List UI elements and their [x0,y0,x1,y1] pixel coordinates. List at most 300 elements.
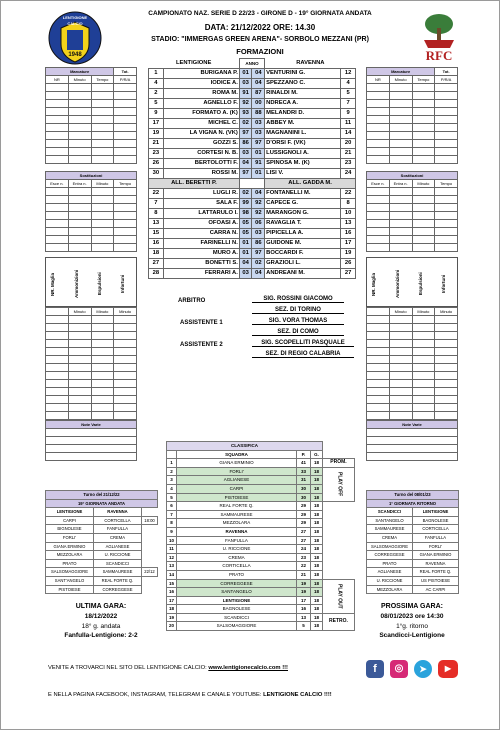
input-cell[interactable] [68,348,91,356]
input-cell[interactable] [367,132,390,140]
fixture-away: AC CARPI [413,585,459,594]
input-cell[interactable] [68,156,91,164]
input-cell[interactable] [68,364,91,372]
standings-pos: 4 [167,484,177,493]
input-cell[interactable] [367,340,390,348]
input-cell[interactable] [389,324,412,332]
input-cell[interactable] [389,204,412,212]
input-cell[interactable] [68,356,91,364]
input-cell[interactable] [389,348,412,356]
input-cell[interactable] [412,204,435,212]
input-cell[interactable] [46,332,69,340]
input-cell[interactable] [389,188,412,196]
note-line[interactable] [367,453,458,461]
input-cell[interactable] [412,332,435,340]
input-cell[interactable] [412,244,435,252]
input-cell[interactable] [46,188,69,196]
input-cell[interactable] [46,212,69,220]
input-cell[interactable] [91,204,114,212]
input-cell[interactable] [91,84,114,92]
input-cell[interactable] [68,324,91,332]
input-cell[interactable] [114,212,137,220]
input-cell[interactable] [68,220,91,228]
input-cell[interactable] [68,188,91,196]
input-cell[interactable] [46,132,69,140]
input-cell[interactable] [114,132,137,140]
col-p: P. [297,450,311,459]
input-cell[interactable] [68,372,91,380]
input-cell[interactable] [412,356,435,364]
standings-points: 31 [297,476,311,485]
input-cell[interactable] [367,204,390,212]
fixture-note: 22/12 [142,568,158,577]
input-cell[interactable] [367,388,390,396]
input-cell[interactable] [114,244,137,252]
birth-year-left: 97 [239,129,252,139]
instagram-icon[interactable]: ◎ [390,660,408,678]
input-cell[interactable] [91,188,114,196]
input-cell[interactable] [389,340,412,348]
input-cell[interactable] [46,380,69,388]
input-cell[interactable] [412,412,435,420]
input-cell[interactable] [435,380,458,388]
input-cell[interactable] [389,380,412,388]
input-cell[interactable] [412,188,435,196]
input-cell[interactable] [68,332,91,340]
input-cell[interactable] [389,84,412,92]
input-cell[interactable] [114,236,137,244]
input-cell[interactable] [91,220,114,228]
input-cell[interactable] [435,124,458,132]
input-cell[interactable] [412,324,435,332]
input-cell[interactable] [367,244,390,252]
input-cell[interactable] [91,92,114,100]
input-cell[interactable] [91,132,114,140]
input-cell[interactable] [91,412,114,420]
note-line[interactable] [367,445,458,453]
input-cell[interactable] [91,388,114,396]
input-cell[interactable] [46,124,69,132]
input-cell[interactable] [68,204,91,212]
input-cell[interactable] [367,148,390,156]
input-cell[interactable] [367,324,390,332]
input-cell[interactable] [389,332,412,340]
match-date: DATA: 21/12/2022 ORE: 14.30 [204,23,316,32]
input-cell[interactable] [46,364,69,372]
input-cell[interactable] [435,404,458,412]
input-cell[interactable] [367,156,390,164]
input-cell[interactable] [114,340,137,348]
marcature-header: Marcature [46,68,114,76]
standings-row [167,570,355,579]
player-name-right: MARANGON G. [265,209,341,219]
standings-pos: 7 [167,510,177,519]
input-cell[interactable] [367,220,390,228]
input-cell[interactable] [114,324,137,332]
input-cell[interactable] [46,324,69,332]
input-cell[interactable] [435,140,458,148]
col-minuto: Minuto [412,180,435,188]
input-cell[interactable] [91,140,114,148]
input-cell[interactable] [91,124,114,132]
input-cell[interactable] [389,124,412,132]
input-cell[interactable] [46,404,69,412]
input-cell[interactable] [68,228,91,236]
input-cell[interactable] [91,244,114,252]
input-cell[interactable] [389,92,412,100]
input-cell[interactable] [389,356,412,364]
input-cell[interactable] [367,236,390,244]
input-cell[interactable] [68,140,91,148]
input-cell[interactable] [91,212,114,220]
input-cell[interactable] [435,332,458,340]
input-cell[interactable] [46,396,69,404]
note-line[interactable] [367,429,458,437]
prossima-round: 1°g. ritorno [396,623,428,630]
col-minuto: Minuto [68,76,91,84]
input-cell[interactable] [68,404,91,412]
input-cell[interactable] [367,92,390,100]
input-cell[interactable] [91,356,114,364]
input-cell[interactable] [435,116,458,124]
note-line[interactable] [46,437,137,445]
input-cell[interactable] [389,316,412,324]
input-cell[interactable] [435,204,458,212]
input-cell[interactable] [412,116,435,124]
input-cell[interactable] [68,244,91,252]
fixture-home: GIANA ERMINIO [46,542,94,551]
input-cell[interactable] [435,356,458,364]
input-cell[interactable] [435,100,458,108]
input-cell[interactable] [412,92,435,100]
input-cell[interactable] [46,204,69,212]
input-cell[interactable] [367,316,390,324]
input-cell[interactable] [91,396,114,404]
input-cell[interactable] [435,388,458,396]
input-cell[interactable] [412,140,435,148]
input-cell[interactable] [46,356,69,364]
input-cell[interactable] [46,340,69,348]
input-cell[interactable] [91,332,114,340]
input-cell[interactable] [412,148,435,156]
player-name-right: D'ORSI F. (VK) [265,139,341,149]
input-cell[interactable] [68,396,91,404]
input-cell[interactable] [412,196,435,204]
input-cell[interactable] [68,340,91,348]
input-cell[interactable] [46,196,69,204]
note-line[interactable] [46,445,137,453]
fixture-home: SALSOMAGGIORE [46,568,94,577]
input-cell[interactable] [435,228,458,236]
input-cell[interactable] [46,116,69,124]
input-cell[interactable] [367,100,390,108]
input-cell[interactable] [389,116,412,124]
input-cell[interactable] [114,108,137,116]
input-cell[interactable] [91,100,114,108]
input-cell[interactable] [114,364,137,372]
site-link[interactable]: www.lentigionecalcio.com !!! [208,665,288,671]
input-cell[interactable] [412,396,435,404]
youtube-icon[interactable]: ▶ [438,660,458,678]
input-cell[interactable] [114,348,137,356]
input-cell[interactable] [68,236,91,244]
input-cell[interactable] [435,340,458,348]
input-cell[interactable] [46,100,69,108]
input-cell[interactable] [114,388,137,396]
input-cell[interactable] [412,236,435,244]
input-cell[interactable] [68,116,91,124]
input-cell[interactable] [412,84,435,92]
input-cell[interactable] [435,84,458,92]
player-row [149,79,356,89]
input-cell[interactable] [412,108,435,116]
input-cell[interactable] [367,380,390,388]
input-cell[interactable] [68,316,91,324]
birth-year-right: 97 [252,249,265,259]
input-cell[interactable] [114,204,137,212]
input-cell[interactable] [367,356,390,364]
input-cell[interactable] [68,84,91,92]
input-cell[interactable] [367,412,390,420]
input-cell[interactable] [91,228,114,236]
input-cell[interactable] [389,100,412,108]
input-cell[interactable] [435,364,458,372]
input-cell[interactable] [435,236,458,244]
input-cell[interactable] [68,412,91,420]
input-cell[interactable] [68,388,91,396]
standings-pos: 18 [167,605,177,614]
input-cell[interactable] [412,228,435,236]
input-cell[interactable] [46,388,69,396]
input-cell[interactable] [389,388,412,396]
input-cell[interactable] [435,148,458,156]
input-cell[interactable] [435,348,458,356]
input-cell[interactable] [46,220,69,228]
input-cell[interactable] [412,348,435,356]
input-cell[interactable] [91,236,114,244]
player-number-left: 13 [149,219,164,229]
input-cell[interactable] [367,228,390,236]
input-cell[interactable] [435,92,458,100]
input-cell[interactable] [435,156,458,164]
input-cell[interactable] [68,108,91,116]
input-cell[interactable] [91,372,114,380]
input-cell[interactable] [114,228,137,236]
input-cell[interactable] [389,364,412,372]
input-cell[interactable] [46,316,69,324]
input-cell[interactable] [46,148,69,156]
input-cell[interactable] [68,124,91,132]
note-line[interactable] [367,437,458,445]
input-cell[interactable] [412,372,435,380]
telegram-icon[interactable]: ➤ [414,660,432,678]
input-cell[interactable] [91,404,114,412]
input-cell[interactable] [367,84,390,92]
player-name-right: SPEZZANO C. [265,79,341,89]
standings-pos: 13 [167,562,177,571]
input-cell[interactable] [367,108,390,116]
player-row [149,99,356,109]
input-cell[interactable] [412,212,435,220]
input-cell[interactable] [91,324,114,332]
input-cell[interactable] [367,188,390,196]
input-cell[interactable] [435,196,458,204]
input-cell[interactable] [412,404,435,412]
input-cell[interactable] [68,100,91,108]
input-cell[interactable] [91,156,114,164]
input-cell[interactable] [367,348,390,356]
input-cell[interactable] [389,108,412,116]
input-cell[interactable] [114,412,137,420]
input-cell[interactable] [367,140,390,148]
input-cell[interactable] [91,196,114,204]
input-cell[interactable] [367,372,390,380]
input-cell[interactable] [389,140,412,148]
input-cell[interactable] [389,372,412,380]
input-cell[interactable] [114,116,137,124]
input-cell[interactable] [412,220,435,228]
input-cell[interactable] [91,316,114,324]
input-cell[interactable] [46,244,69,252]
input-cell[interactable] [46,140,69,148]
input-cell[interactable] [46,84,69,92]
input-cell[interactable] [389,396,412,404]
turno-left-title: Turno del 21/12/22 [46,491,158,500]
input-cell[interactable] [46,228,69,236]
input-cell[interactable] [91,148,114,156]
input-cell[interactable] [46,236,69,244]
input-cell[interactable] [114,332,137,340]
tot-header: Tot. [435,68,458,76]
input-cell[interactable] [114,156,137,164]
input-cell[interactable] [114,380,137,388]
input-cell[interactable] [367,404,390,412]
col-tempo: Tempo [412,76,435,84]
input-cell[interactable] [367,364,390,372]
input-cell[interactable] [91,364,114,372]
input-cell[interactable] [46,412,69,420]
input-cell[interactable] [68,92,91,100]
birth-year-left: 04 [239,159,252,169]
input-cell[interactable] [435,188,458,196]
input-cell[interactable] [435,324,458,332]
input-cell[interactable] [412,156,435,164]
input-cell[interactable] [68,212,91,220]
player-number-right: 24 [341,169,356,179]
input-cell[interactable] [412,132,435,140]
arbitro-name: SIG. ROSSINI GIACOMO [252,296,344,303]
input-cell[interactable] [46,372,69,380]
input-cell[interactable] [435,316,458,324]
input-cell[interactable] [91,348,114,356]
input-cell[interactable] [114,404,137,412]
input-cell[interactable] [389,404,412,412]
input-cell[interactable] [435,132,458,140]
standings-pos: 2 [167,467,177,476]
input-cell[interactable] [412,316,435,324]
input-cell[interactable] [46,156,69,164]
input-cell[interactable] [68,380,91,388]
input-cell[interactable] [435,220,458,228]
fixture-home: MEZZOLARA [46,551,94,560]
input-cell[interactable] [435,396,458,404]
col-tempo: Tempo [91,76,114,84]
input-cell[interactable] [412,100,435,108]
note-line[interactable] [46,453,137,461]
input-cell[interactable] [46,92,69,100]
input-cell[interactable] [46,348,69,356]
input-cell[interactable] [389,196,412,204]
input-cell[interactable] [114,220,137,228]
input-cell[interactable] [114,396,137,404]
input-cell[interactable] [389,412,412,420]
input-cell[interactable] [114,316,137,324]
input-cell[interactable] [68,132,91,140]
input-cell[interactable] [389,220,412,228]
input-cell[interactable] [389,132,412,140]
input-cell[interactable] [91,108,114,116]
input-cell[interactable] [91,116,114,124]
input-cell[interactable] [114,92,137,100]
input-cell[interactable] [435,372,458,380]
birth-year-left: 86 [239,139,252,149]
input-cell[interactable] [412,380,435,388]
input-cell[interactable] [435,108,458,116]
input-cell[interactable] [412,340,435,348]
player-number-left: 30 [149,169,164,179]
input-cell[interactable] [367,332,390,340]
birth-year-right: 91 [252,159,265,169]
input-cell[interactable] [68,148,91,156]
input-cell[interactable] [114,196,137,204]
input-cell[interactable] [435,244,458,252]
input-cell[interactable] [114,124,137,132]
input-cell[interactable] [114,372,137,380]
input-cell[interactable] [367,212,390,220]
input-cell[interactable] [389,244,412,252]
input-cell[interactable] [367,196,390,204]
input-cell[interactable] [435,212,458,220]
input-cell[interactable] [389,236,412,244]
standings-points: 33 [297,467,311,476]
input-cell[interactable] [91,340,114,348]
input-cell[interactable] [389,148,412,156]
fixture-away: RAVENNA [413,559,459,568]
input-cell[interactable] [114,140,137,148]
input-cell[interactable] [114,148,137,156]
input-cell[interactable] [114,188,137,196]
input-cell[interactable] [412,364,435,372]
input-cell[interactable] [367,396,390,404]
input-cell[interactable] [114,100,137,108]
input-cell[interactable] [114,356,137,364]
facebook-icon[interactable]: f [366,660,384,678]
input-cell[interactable] [389,156,412,164]
input-cell[interactable] [367,116,390,124]
input-cell[interactable] [367,124,390,132]
note-line[interactable] [46,429,137,437]
input-cell[interactable] [389,212,412,220]
input-cell[interactable] [435,412,458,420]
input-cell[interactable] [412,388,435,396]
input-cell[interactable] [412,124,435,132]
standings-row [167,545,355,554]
input-cell[interactable] [389,228,412,236]
input-cell[interactable] [46,108,69,116]
input-cell[interactable] [68,196,91,204]
input-cell[interactable] [91,380,114,388]
input-cell[interactable] [114,84,137,92]
